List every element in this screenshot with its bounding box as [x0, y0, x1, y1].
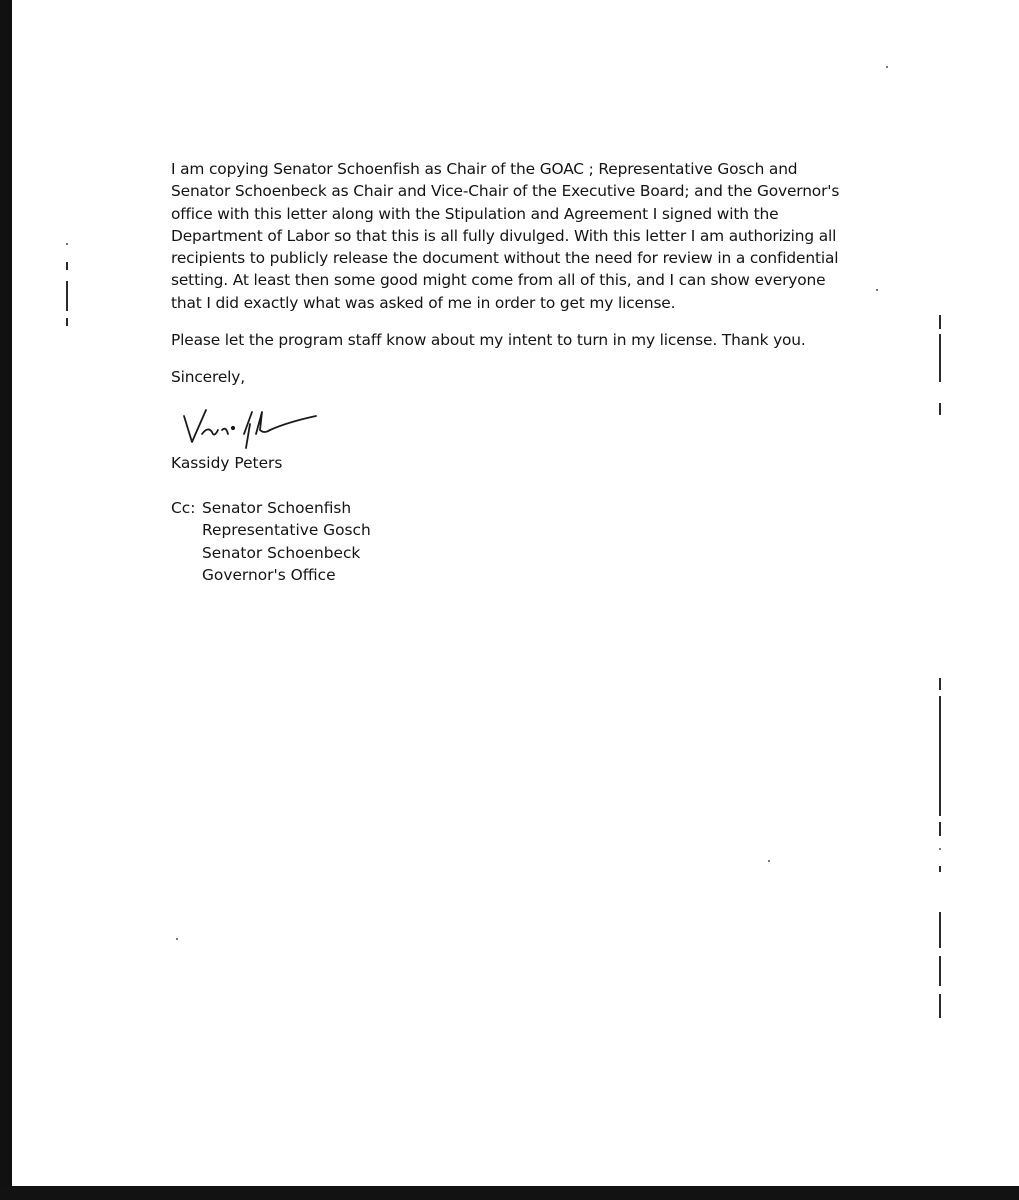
- cc-recipient: Senator Schoenbeck: [202, 543, 361, 562]
- cc-recipient: Representative Gosch: [202, 521, 371, 540]
- scan-artifact: [66, 281, 68, 311]
- scan-artifact: [939, 848, 941, 850]
- paragraph-line: that I did exactly what was asked of me in order to get my license.: [171, 293, 676, 312]
- scan-artifact: [886, 66, 888, 68]
- letter-paragraph: Please let the program staff know about my intent to turn in my license. Thank you.: [171, 331, 806, 350]
- cc-label: Cc:: [171, 499, 196, 517]
- letter-closing: Sincerely,: [171, 368, 245, 387]
- scan-artifact: [939, 315, 941, 329]
- scan-artifact: [939, 956, 941, 986]
- paragraph-line: setting. At least then some good might come from all of this, and I can show everyone: [171, 271, 826, 290]
- scan-artifact: [939, 403, 941, 415]
- letter-body: [171, 158, 851, 389]
- scan-artifact: [939, 912, 941, 948]
- scan-bottom-border: [0, 1186, 1019, 1200]
- scan-artifact: [66, 318, 68, 326]
- scan-artifact: [176, 938, 178, 940]
- scan-artifact: [939, 696, 941, 816]
- scan-artifact: [66, 243, 68, 245]
- cc-recipient: Governor's Office: [202, 565, 336, 584]
- paragraph-line: recipients to publicly release the document without the need for review in a confidential: [171, 249, 839, 268]
- scan-artifact: [939, 678, 941, 690]
- scan-left-border: [0, 0, 12, 1200]
- scan-artifact: [939, 822, 941, 836]
- cc-recipient: Senator Schoenfish: [202, 499, 352, 517]
- scan-artifact: [768, 860, 770, 862]
- scan-artifact: [939, 866, 941, 872]
- paragraph-line: Senator Schoenbeck as Chair and Vice-Chair of the Executive Board; and the Governor's: [171, 182, 840, 201]
- scan-artifact: [876, 289, 878, 291]
- handwritten-signature-icon: [178, 404, 323, 452]
- paragraph-line: Department of Labor so that this is all fully divulged. With this letter I am authorizing all: [171, 226, 837, 245]
- signer-name: Kassidy Peters: [171, 454, 283, 472]
- letter-paragraph: [171, 158, 851, 314]
- scan-artifact: [939, 334, 941, 382]
- scan-artifact: [939, 994, 941, 1018]
- paragraph-line: office with this letter along with the Stipulation and Agreement I signed with the: [171, 204, 779, 223]
- cc-recipient-list: [202, 497, 371, 586]
- scan-artifact: [66, 262, 68, 270]
- paragraph-line: I am copying Senator Schoenfish as Chair of the GOAC ; Representative Gosch and: [171, 160, 798, 178]
